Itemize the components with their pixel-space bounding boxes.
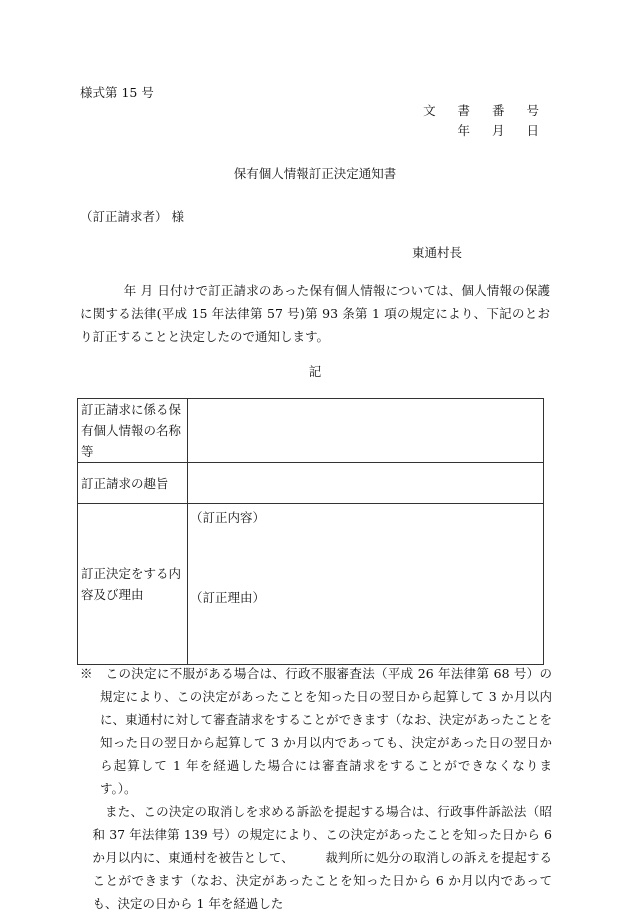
appeal-note — [80, 662, 552, 915]
table-row — [78, 463, 544, 504]
row-label-info-name: 訂正請求に係る保有個人情報の名称等 — [78, 399, 188, 463]
document-title: 保有個人情報訂正決定通知書 — [233, 166, 397, 181]
table-row — [78, 399, 544, 463]
appeal-note-review: ※ この決定に不服がある場合は、行政不服審査法（平成 26 年法律第 68 号）の規定により、この決定があったことを知った日の翌日から起算して 3 か月以内に、東通村に対して審査請求をすることができます（なお、決定があったことを知った日の翌日から起算して 3 か月以内であっても、決定があった日の翌日から起算して 1 年を経過した場合には審査請求をすることができなくなります。）。 — [80, 666, 552, 796]
row-label-request-purpose: 訂正請求の趣旨 — [78, 463, 188, 504]
row-value-info-name — [188, 399, 544, 463]
form-number: 様式第 15 号 — [80, 85, 154, 100]
table-row — [78, 504, 544, 665]
ki-heading: 記 — [308, 364, 322, 379]
document-date: 年 月 日 — [457, 123, 548, 138]
correction-content-label: （訂正内容） — [190, 510, 266, 525]
row-label-decision-content: 訂正決定をする内容及び理由 — [78, 504, 188, 665]
row-value-request-purpose — [188, 463, 544, 504]
body-text: 年 月 日付けで訂正請求のあった保有個人情報については、個人情報の保護に関する法律(平成 15 年法律第 57 号)第 93 条第 1 項の規定により、下記のとおり訂正することと決定したので通知します。 — [80, 283, 550, 344]
decision-table — [77, 398, 544, 665]
addressee: （訂正請求者） 様 — [80, 209, 184, 224]
document-number: 文 書 番 号 — [423, 103, 548, 118]
correction-reason-label: （訂正理由） — [190, 590, 266, 605]
row-value-decision-content — [188, 504, 544, 665]
issuer: 東通村長 — [412, 245, 463, 260]
appeal-note-lawsuit: また、この決定の取消しを求める訴訟を提起する場合は、行政事件訴訟法（昭和 37 年法律第 139 号）の規定により、この決定があったことを知った日から 6 か月以内に、東通村を被告として、 裁判所に処分の取消しの訴えを提起することができます（なお、決定があったことを知った日から 6 か月以内であっても、決定の日から 1 年を経過した — [92, 804, 552, 911]
